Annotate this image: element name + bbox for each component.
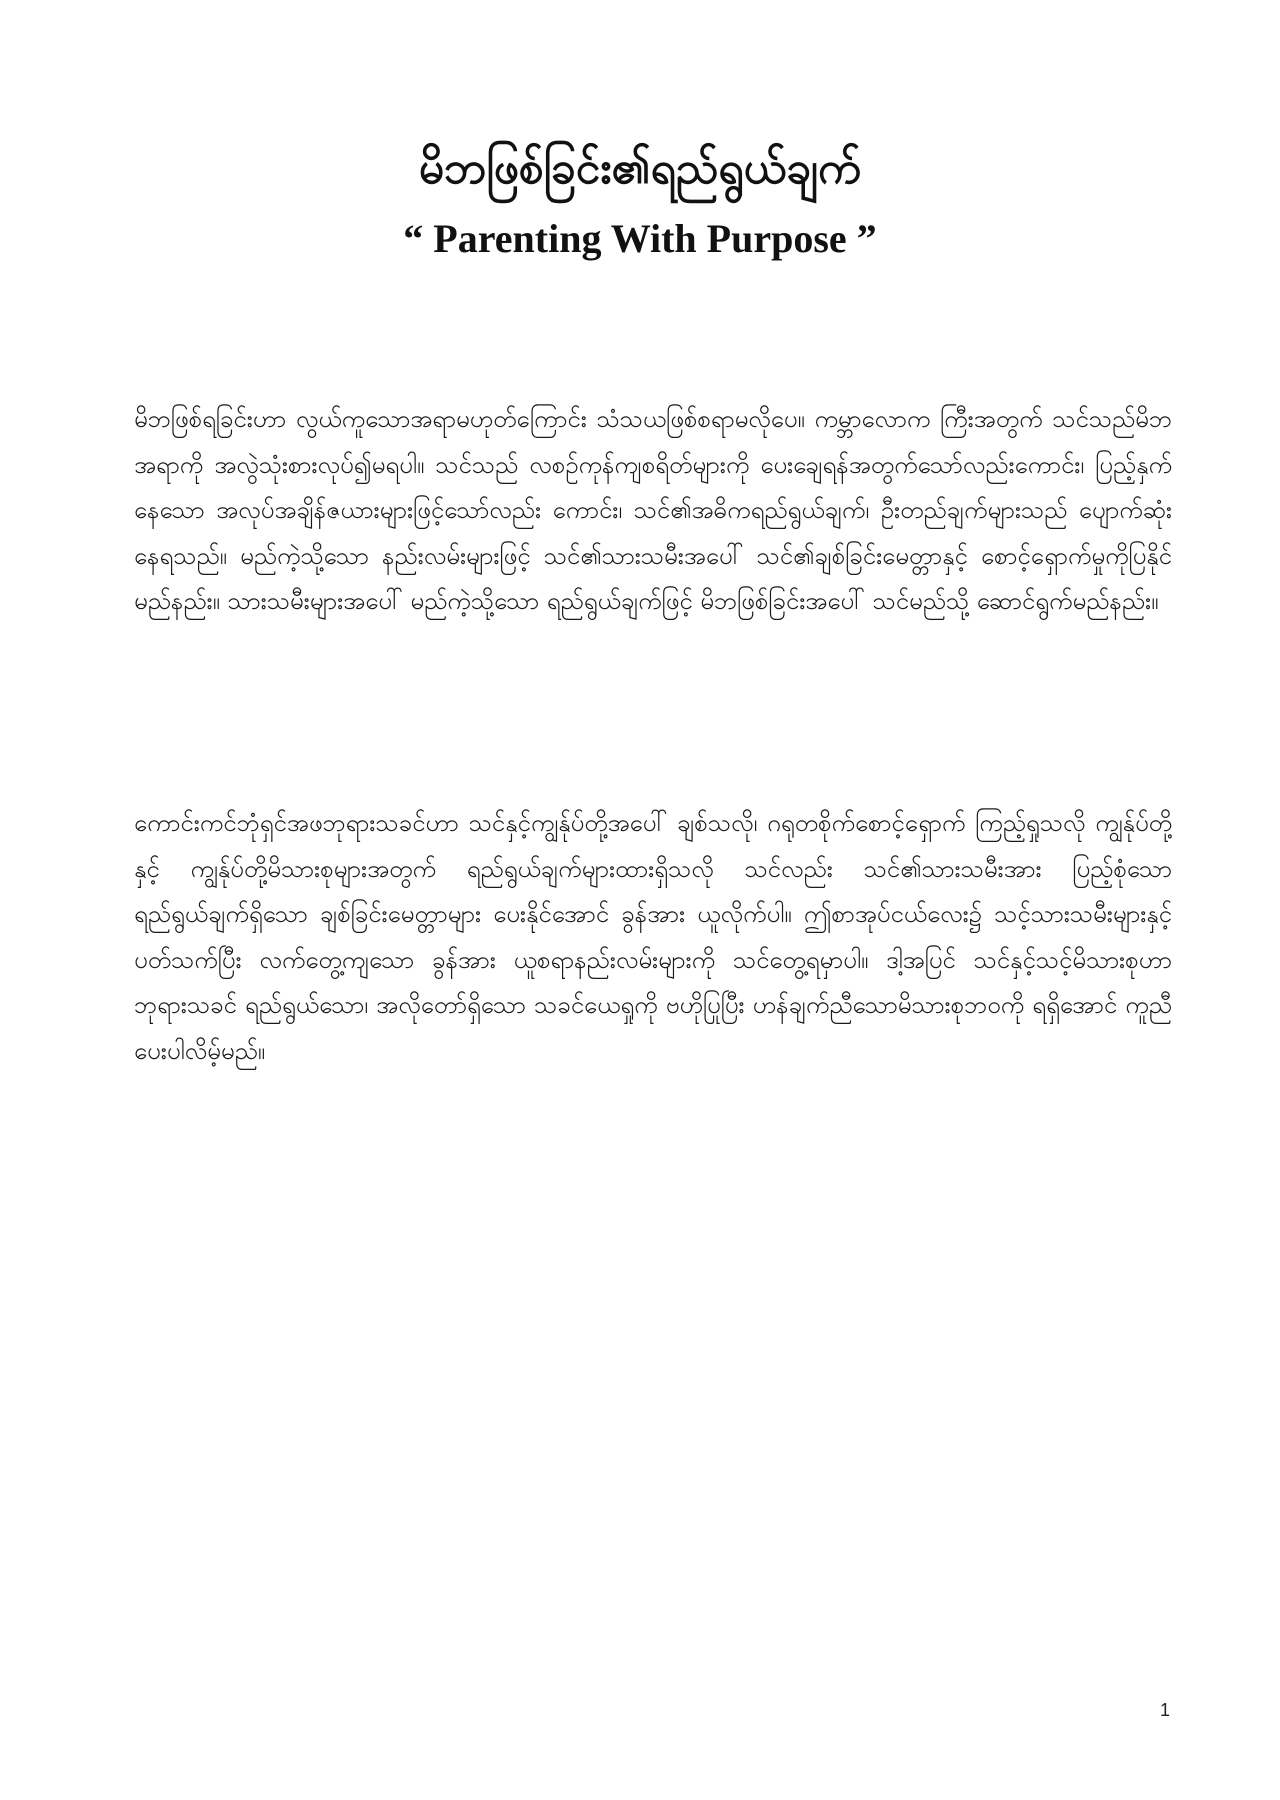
- body-paragraph-1: မိဘဖြစ်ရခြင်းဟာ လွယ်ကူသောအရာမဟုတ်ကြောင်း သံသယဖြစ်စရာမလိုပေ။ ကမ္ဘာလောက ကြီးအတွက် သင်သည်မိဘအရာကို အလွဲသုံးစားလုပ်၍မရပါ။ သင်သည် လစဉ်ကုန်ကျစရိတ်များကို ပေးချေရန်အတွက်သော်လည်းကောင်း၊ ပြည့်နှက်နေသော အလုပ်အချိန်ဇယားများဖြင့်သော်လည်း ကောင်း၊ သင်၏အဓိကရည်ရွယ်ချက်၊ ဦးတည်ချက်များသည် ပျောက်ဆုံးနေရသည်။ မည်ကဲ့သို့သော နည်းလမ်းများဖြင့် သင်၏သားသမီးအပေါ် သင်၏ချစ်ခြင်းမေတ္တာနှင့် စောင့်ရှောက်မှုကိုပြနိုင် မည်နည်း။ သားသမီးများအပေါ် မည်ကဲ့သို့သော ရည်ရွယ်ချက်ဖြင့် မိဘဖြစ်ခြင်းအပေါ် သင်မည်သို့ ဆောင်ရွက်မည်နည်း။: [134, 405, 1172, 615]
- page-subtitle: “ Parenting With Purpose ”: [403, 216, 877, 261]
- page-number: 1: [1159, 1700, 1170, 1720]
- page-title: မိဘဖြစ်ခြင်း၏ရည်ရွယ်ချက်: [418, 143, 862, 195]
- body-paragraph-2: ကောင်းကင်ဘုံရှင်အဖဘုရားသခင်ဟာ သင်နှင့်ကျွန်ုပ်တို့အပေါ် ချစ်သလို၊ ဂရုတစိုက်စောင့်ရှောက် ကြည့်ရှုသလို ကျွန်ုပ်တို့နှင့် ကျွန်ုပ်တို့မိသားစုများအတွက် ရည်ရွယ်ချက်များထားရှိသလို သင်လည်း သင်၏သားသမီးအား ပြည့်စုံသော ရည်ရွယ်ချက်ရှိသော ချစ်ခြင်းမေတ္တာများ ပေးနိုင်အောင် ခွန်အား ယူလိုက်ပါ။ ဤစာအုပ်ငယ်လေး၌ သင့်သားသမီးများနှင့်ပတ်သက်ပြီး လက်တွေ့ကျသော ခွန်အား ယူစရာနည်းလမ်းများကို သင်တွေ့ရမှာပါ။ ဒါ့အပြင် သင်နှင့်သင့်မိသားစုဟာ ဘုရားသခင် ရည်ရွယ်သော၊ အလိုတော်ရှိသော သခင်ယေရှုကို ဗဟိုပြုပြီး ဟန်ချက်ညီသောမိသားစုဘဝကို ရရှိအောင် ကူညီပေးပါလိမ့်မည်။: [134, 809, 1172, 1065]
